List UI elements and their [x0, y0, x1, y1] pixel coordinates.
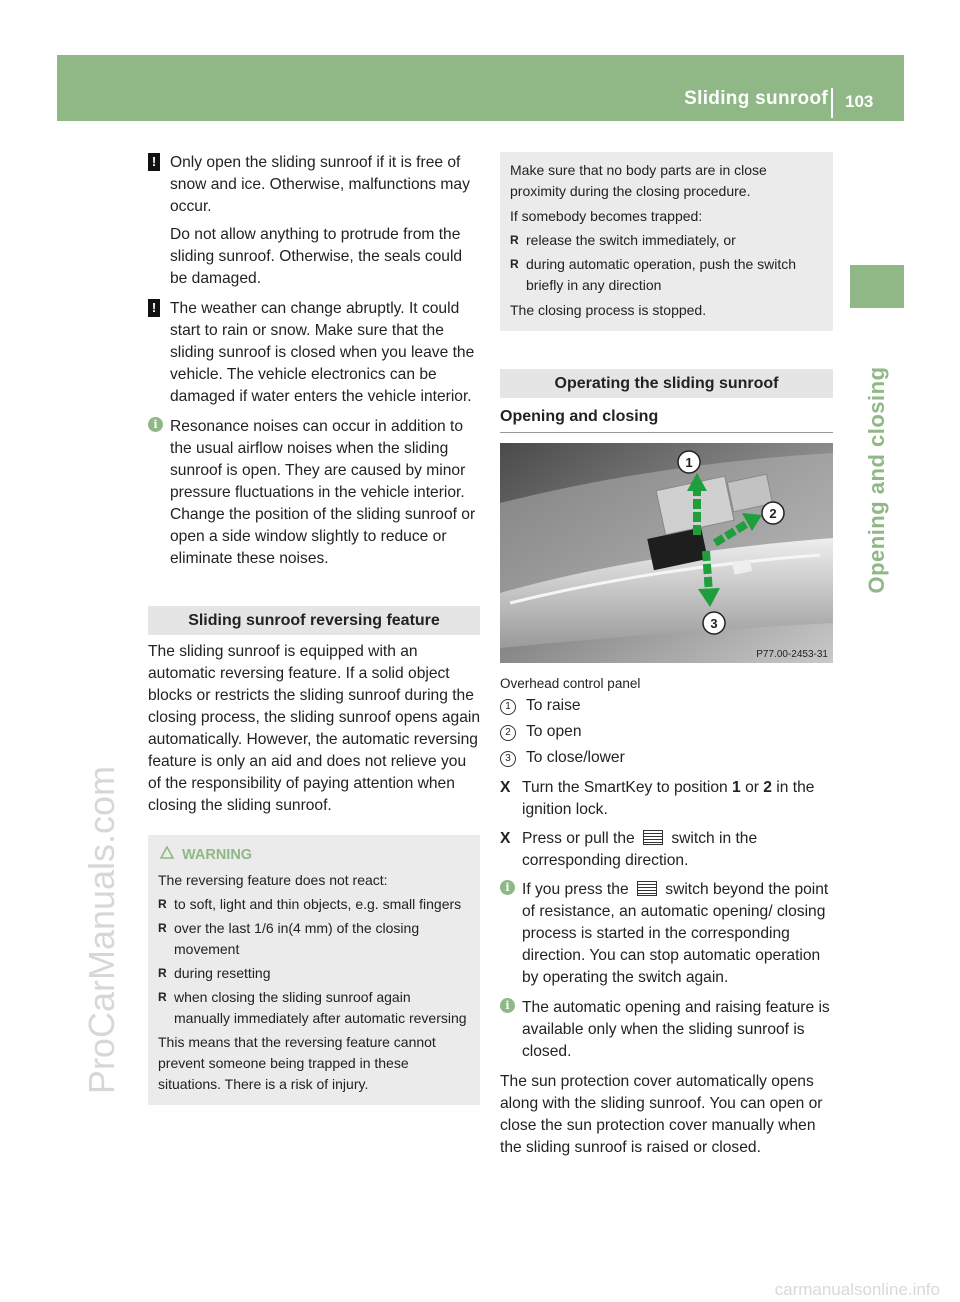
- page-title: Sliding sunroof: [684, 88, 828, 109]
- figure-caption: Overhead control panel: [500, 676, 641, 691]
- svg-text:2: 2: [769, 506, 777, 521]
- chapter-tab: [850, 265, 904, 308]
- info-icon: i: [148, 417, 163, 432]
- exclamation-icon: !: [148, 153, 160, 171]
- step-arrow-icon: X: [500, 830, 511, 847]
- list-item: R to soft, light and thin objects, e.g. small fingers: [158, 896, 462, 912]
- legend-item: 2 To open: [500, 721, 833, 743]
- section-title-operating: Operating the sliding sunroof: [500, 369, 833, 398]
- exclamation-icon: !: [148, 299, 160, 317]
- section-title-reversing: Sliding sunroof reversing feature: [148, 606, 480, 635]
- step-press-switch: X Press or pull the switch in the corresponding direction.: [500, 830, 758, 869]
- callout-1: [678, 451, 700, 473]
- figure-code: P77.00-2453-31: [756, 649, 828, 660]
- info-automatic: i If you press the switch beyond the point of resistance, an automatic opening/ closing process is started in the corresponding direction. You can stop automatic operation by operating the switch again.: [500, 879, 833, 989]
- side-watermark: ProCarManuals.com: [81, 765, 122, 1095]
- callout-2: [762, 502, 784, 524]
- svg-text:1: 1: [685, 455, 693, 470]
- overhead-panel-illustration: [500, 443, 833, 663]
- footer-watermark: carmanualsonline.info: [774, 1280, 940, 1299]
- list-item: R during automatic operation, push the switch briefly in any direction: [510, 256, 797, 293]
- step-smartkey: X Turn the SmartKey to position 1 or 2 in the ignition lock.: [500, 779, 815, 818]
- list-item: R over the last 1/6 in(4 mm) of the closing movement: [158, 920, 420, 957]
- svg-text:3: 3: [710, 616, 718, 631]
- callout-3: [703, 612, 725, 634]
- legend-item: 1 To raise: [500, 695, 833, 717]
- chapter-label: Opening and closing: [864, 366, 889, 594]
- list-item: R during resetting: [158, 965, 271, 981]
- legend-item: 3 To close/lower: [500, 747, 833, 769]
- left-column: [148, 152, 480, 1105]
- section-body-reversing: The sliding sunroof is equipped with an automatic reversing feature. If a solid object blocks or restricts the sliding sunroof during the closing process, the sliding sunroof opens again automatically. However, the automatic reversing feature is only an aid and does not relieve you of the responsibility of paying attention when closing the sliding sunroof.: [148, 643, 481, 814]
- trap-warning-box: Make sure that no body parts are in close proximity during the closing procedure. If somebody becomes trapped: R release the switch immediately, or R during automatic operation, push the switch briefly in any direction The closing process is stopped.: [500, 152, 833, 331]
- sunroof-switch-icon: [637, 881, 657, 896]
- header-divider: [831, 88, 833, 118]
- subheading-opening-closing: Opening and closing: [500, 406, 833, 433]
- list-item: R when closing the sliding sunroof again manually immediately after automatic reversing: [158, 989, 467, 1026]
- info-icon: i: [500, 880, 515, 895]
- info-icon: i: [500, 998, 515, 1013]
- list-item: R release the switch immediately, or: [510, 232, 736, 248]
- info-resonance: i Resonance noises can occur in addition to the usual airflow noises when the sliding sunroof is open. They are caused by minor pressure fluctuations in the vehicle interior. Change the position of the sliding sunroof or open a side window slightly to reduce or eliminate these noises.: [148, 416, 480, 570]
- warning-heading: WARNING: [158, 845, 470, 866]
- step-arrow-icon: X: [500, 779, 511, 796]
- right-column: [500, 152, 833, 1159]
- page-number: 103: [845, 92, 874, 111]
- overhead-panel-figure: [500, 443, 833, 663]
- note-snow-ice: ! Only open the sliding sunroof if it is free of snow and ice. Otherwise, malfunctions may occur. Do not allow anything to protrude from the sliding sunroof. Otherwise, the seals could be damaged.: [148, 152, 480, 290]
- note-weather: ! The weather can change abruptly. It could start to rain or snow. Make sure that the sliding sunroof is closed when you leave the vehicle. The vehicle electronics can be damaged if water enters the vehicle interior.: [148, 298, 480, 408]
- warning-triangle-icon: [160, 845, 174, 866]
- info-availability: i The automatic opening and raising feature is available only when the sliding sunroof is closed.: [500, 997, 833, 1063]
- warning-box: WARNING The reversing feature does not react: R to soft, light and thin objects, e.g. small fingers R over the last 1/6 in(4 mm) of the closing movement R during resetting R when closing the sliding sunroof again manually immediately after automatic reversing This means that the reversing feature cannot prevent someone being trapped in these situations. There is a risk of injury.: [148, 835, 480, 1105]
- sun-protection-text: The sun protection cover automatically opens along with the sliding sunroof. You can open or close the sun protection cover manually when the sliding sunroof is raised or closed.: [500, 1073, 823, 1156]
- sunroof-switch-icon: [643, 830, 663, 845]
